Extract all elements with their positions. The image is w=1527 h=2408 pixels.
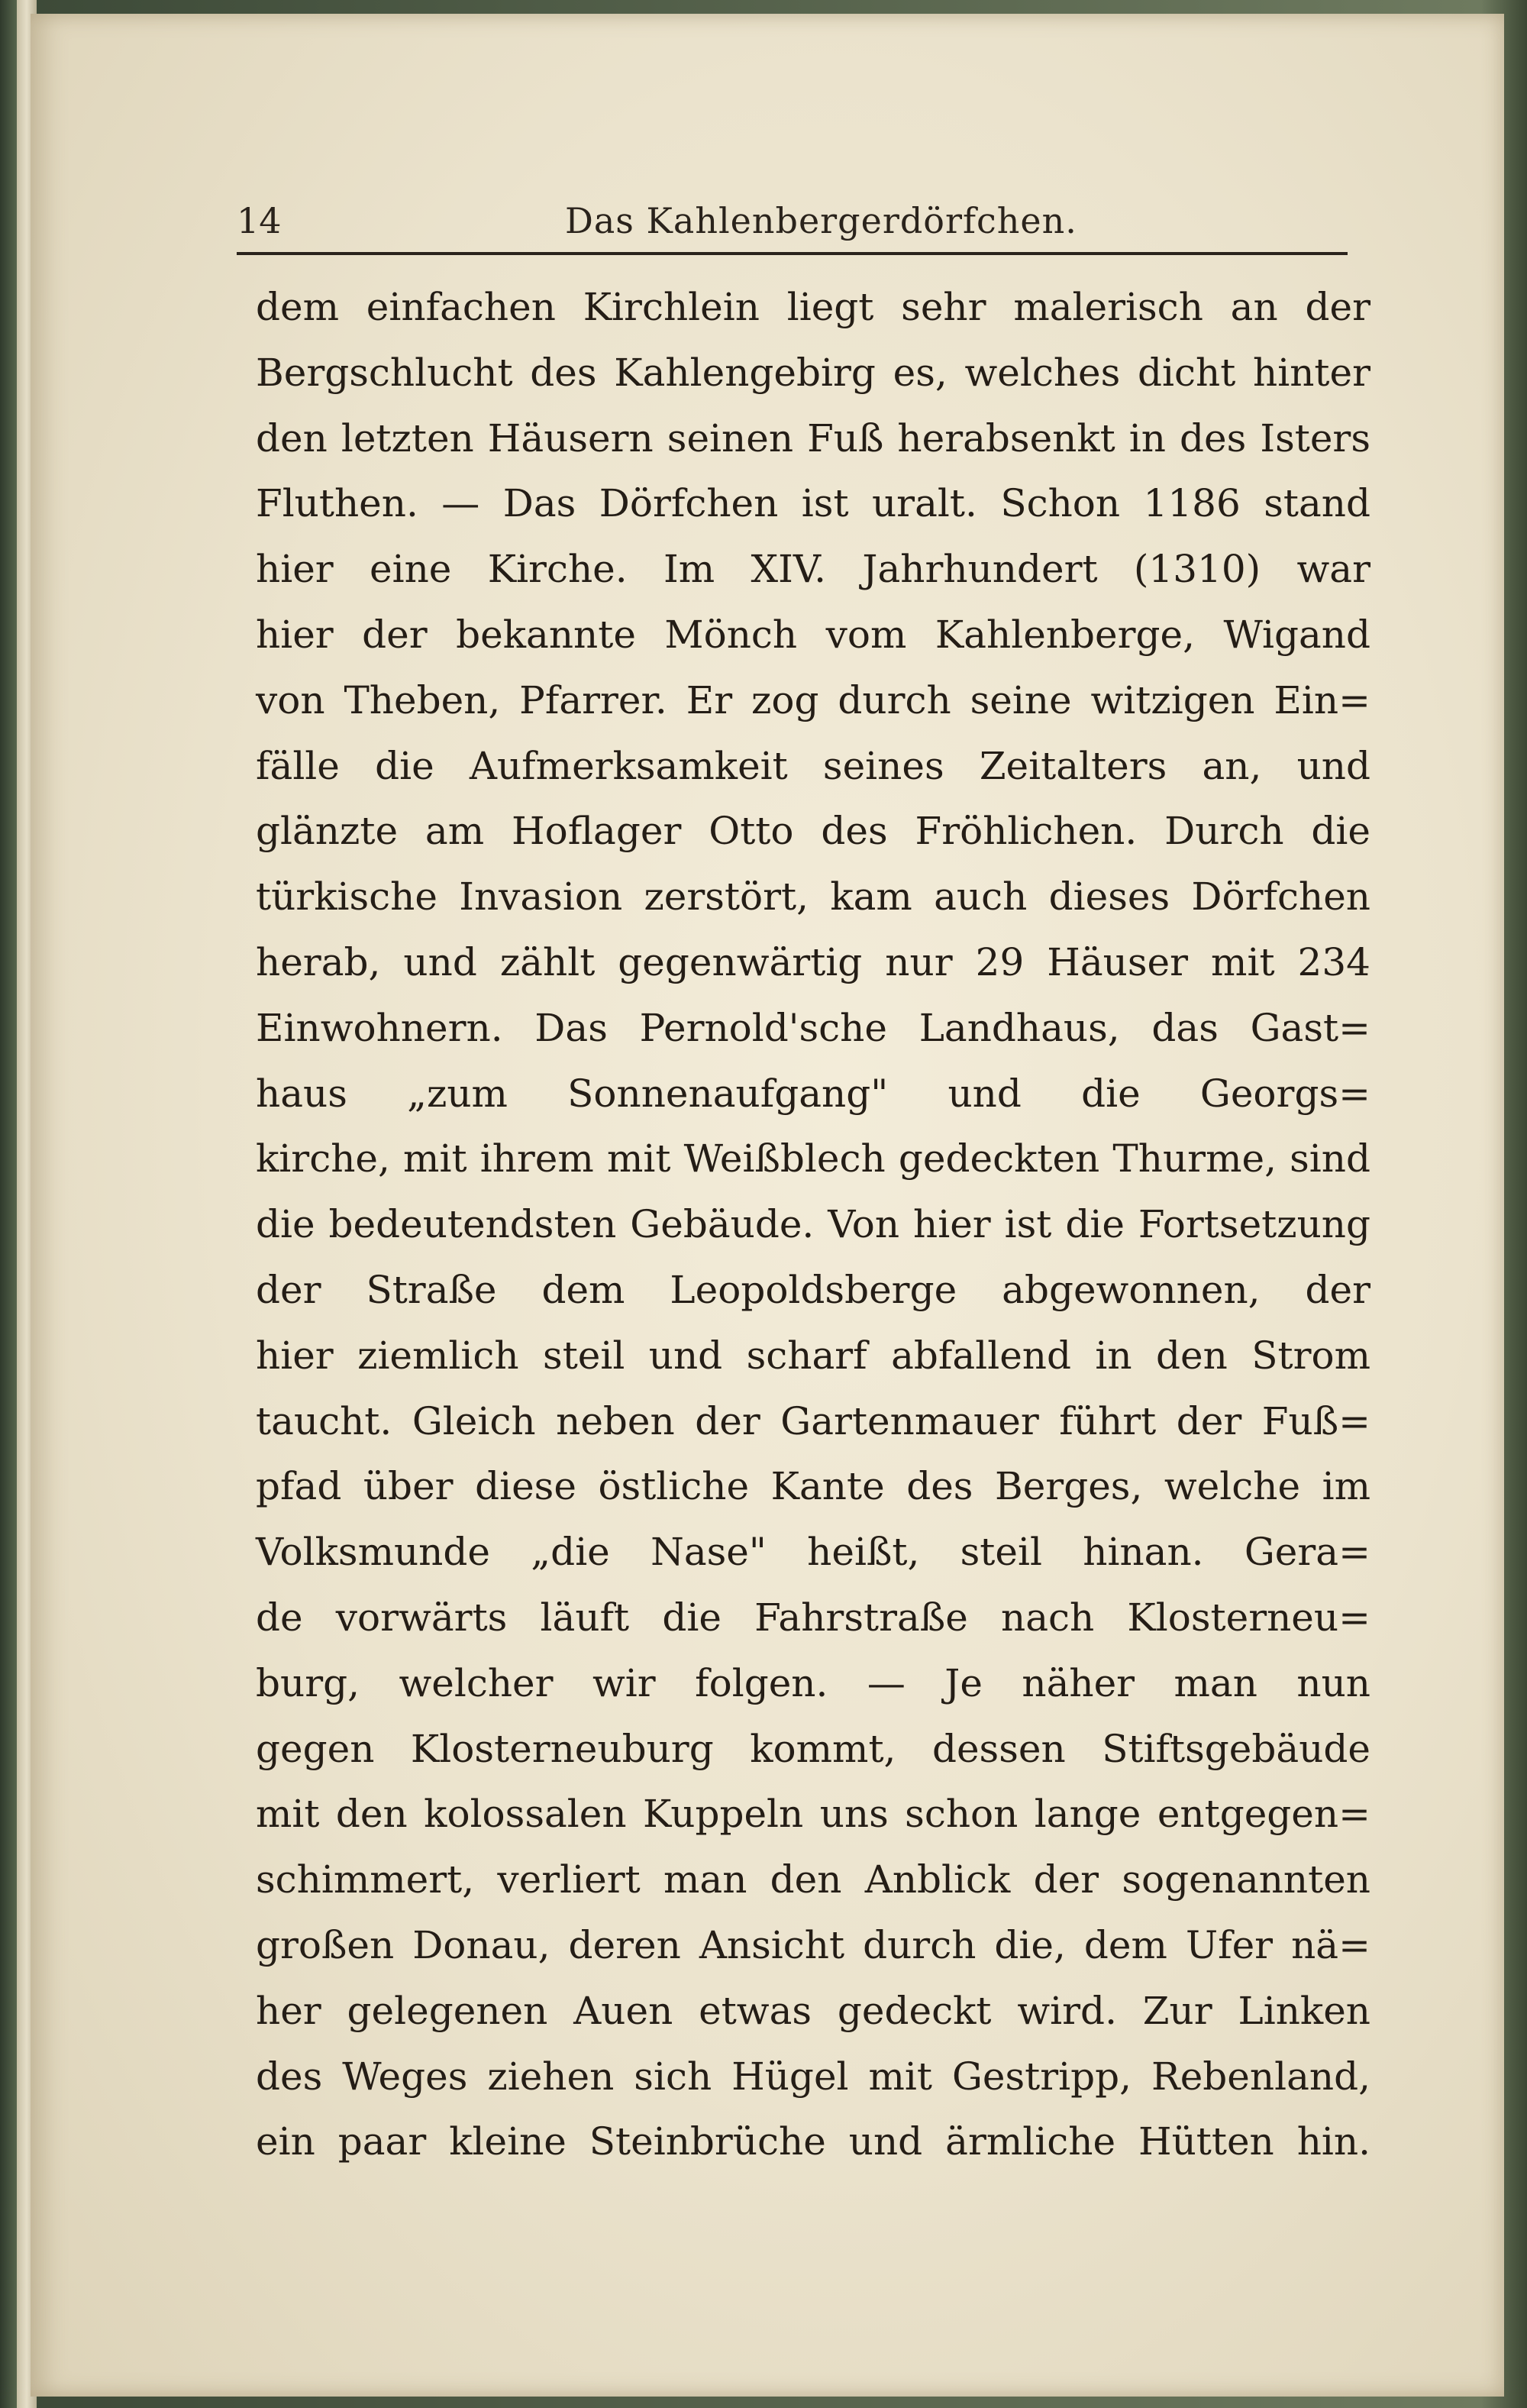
text-line: fälle die Aufmerksamkeit seines Zeitalters an, und xyxy=(256,743,1370,788)
text-line: schimmert, verliert man den Anblick der sogenannten xyxy=(256,1857,1370,1902)
text-line: ein paar kleine Steinbrüche und ärmliche Hütten hin. xyxy=(256,2119,1370,2164)
text-line: gegen Klosterneuburg kommt, dessen Stiftsgebäude xyxy=(256,1726,1370,1771)
text-line: die bedeutendsten Gebäude. Von hier ist die Fortsetzung xyxy=(256,1202,1370,1247)
text-line: dem einfachen Kirchlein liegt sehr malerisch an der xyxy=(256,285,1370,329)
text-line: hier ziemlich steil und scharf abfallend in den Strom xyxy=(256,1333,1370,1378)
page-header xyxy=(237,200,1351,254)
body-text xyxy=(256,275,1370,2175)
text-line: kirche, mit ihrem mit Weißblech gedeckten Thurme, sind xyxy=(256,1136,1370,1181)
text-line: mit den kolossalen Kuppeln uns schon lange entgegen= xyxy=(256,1792,1370,1837)
header-rule xyxy=(237,252,1348,255)
text-line: Einwohnern. Das Pernold'sche Landhaus, das Gast= xyxy=(256,1005,1370,1050)
text-line: Bergschlucht des Kahlengebirg es, welches dicht hinter xyxy=(256,350,1370,395)
text-line: haus „zum Sonnenaufgang" und die Georgs= xyxy=(256,1071,1370,1116)
text-line: herab, und zählt gegenwärtig nur 29 Häuser mit 234 xyxy=(256,939,1370,984)
text-line: des Weges ziehen sich Hügel mit Gestripp, Rebenland, xyxy=(256,2054,1370,2099)
running-title: Das Kahlenbergerdörfchen. xyxy=(565,200,1077,241)
text-line: hier der bekannte Mönch vom Kahlenberge, Wigand xyxy=(256,612,1370,657)
text-line: pfad über diese östliche Kante des Berges, welche im xyxy=(256,1464,1370,1509)
text-line: her gelegenen Auen etwas gedeckt wird. Zur Linken xyxy=(256,1988,1370,2033)
text-line: hier eine Kirche. Im XIV. Jahrhundert (1310) war xyxy=(256,547,1370,592)
text-line: burg, welcher wir folgen. — Je näher man nun xyxy=(256,1660,1370,1705)
text-line: türkische Invasion zerstört, kam auch dieses Dörfchen xyxy=(256,874,1370,920)
text-line: der Straße dem Leopoldsberge abgewonnen, der xyxy=(256,1267,1370,1312)
text-line: Volksmunde „die Nase" heißt, steil hinan. Gera= xyxy=(256,1530,1370,1575)
text-line: Fluthen. — Das Dörfchen ist uralt. Schon 1186 stand xyxy=(256,481,1370,526)
text-line: taucht. Gleich neben der Gartenmauer führt der Fuß= xyxy=(256,1398,1370,1443)
text-line: glänzte am Hoflager Otto des Fröhlichen. Durch die xyxy=(256,809,1370,854)
text-line: den letzten Häusern seinen Fuß herabsenkt in des Isters xyxy=(256,415,1370,461)
page-number: 14 xyxy=(237,200,282,241)
text-line: de vorwärts läuft die Fahrstraße nach Klosterneu= xyxy=(256,1595,1370,1640)
text-line: großen Donau, deren Ansicht durch die, dem Ufer nä= xyxy=(256,1922,1370,1967)
text-line: von Theben, Pfarrer. Er zog durch seine witzigen Ein= xyxy=(256,677,1370,722)
